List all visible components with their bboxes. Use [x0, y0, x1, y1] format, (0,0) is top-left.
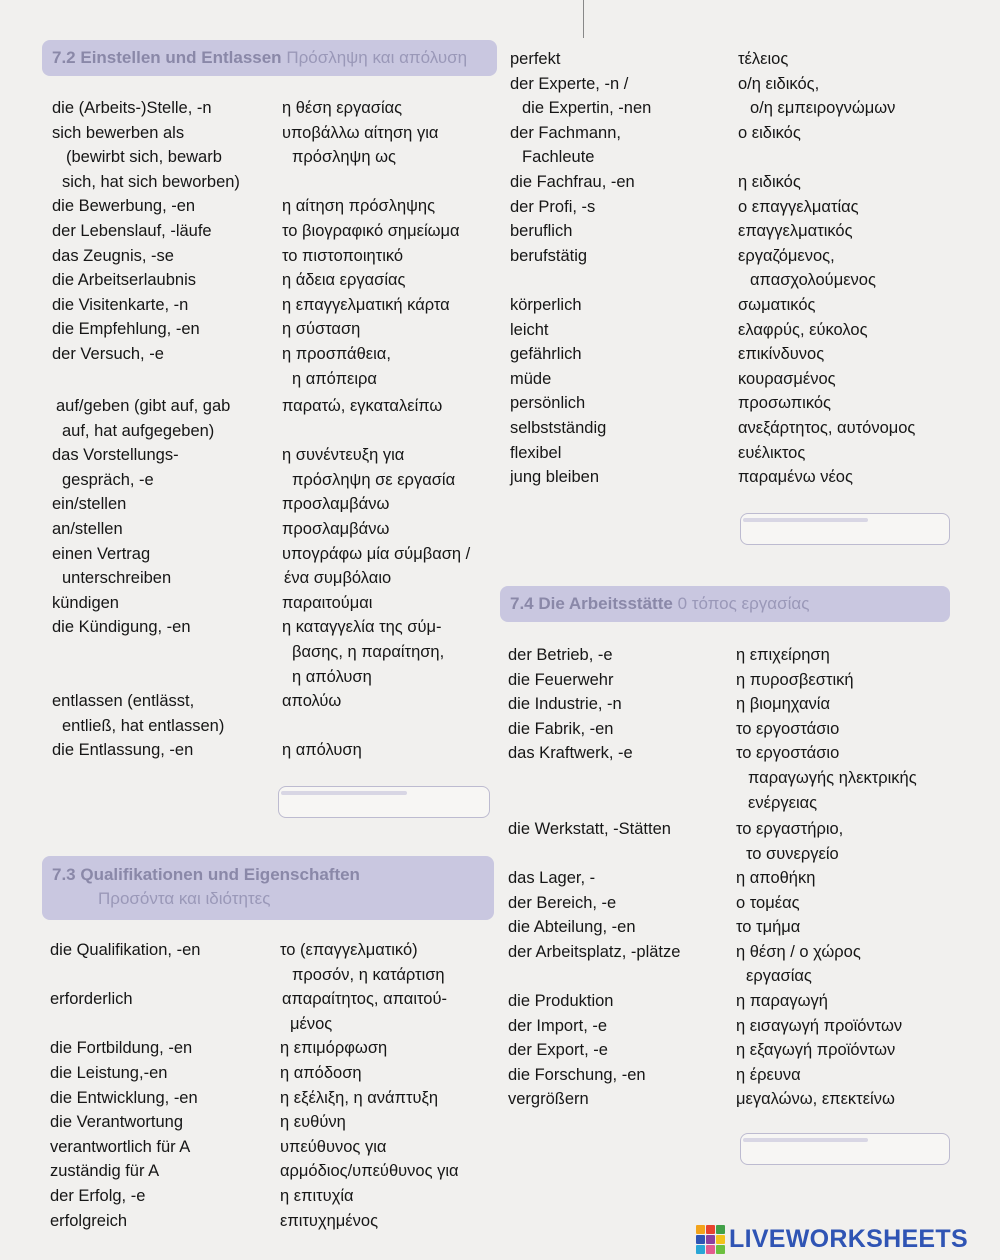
german-term: der Profi, -s	[510, 197, 596, 216]
german-term: der Lebenslauf, -läufe	[52, 222, 212, 240]
german-term: die Kündigung, -en	[52, 618, 191, 637]
list-item	[52, 342, 497, 367]
german-term: vergrößern	[508, 1090, 589, 1109]
list-item	[52, 170, 497, 195]
german-term: die Empfehlung, -en	[52, 320, 200, 339]
list-item	[508, 989, 978, 1014]
list-item	[510, 465, 980, 490]
list-item	[508, 1014, 978, 1039]
german-term: (bewirbt sich, bewarb	[66, 148, 222, 167]
greek-translation: η θέση εργασίας	[282, 99, 403, 117]
german-term: der Betrieb, -e	[508, 646, 613, 664]
greek-translation: πρόσληψη σε εργασία	[292, 470, 456, 489]
greek-translation: η έρευνα	[736, 1065, 801, 1084]
greek-translation: τέλειος	[738, 50, 789, 68]
german-term: gefährlich	[510, 345, 582, 364]
page-fold-line	[583, 0, 584, 38]
logo-square	[696, 1235, 705, 1244]
list-item	[52, 194, 497, 219]
greek-translation: η παραγωγή	[736, 992, 828, 1010]
list-item	[508, 866, 978, 891]
greek-translation: ένα συμβόλαιο	[284, 569, 392, 588]
liveworksheets-watermark	[696, 1222, 968, 1256]
logo-square	[716, 1245, 725, 1254]
list-item	[52, 738, 497, 763]
list-item	[508, 842, 978, 867]
german-term: persönlich	[510, 394, 586, 413]
list-item	[52, 293, 497, 318]
section-title-de: 7.3 Qualifikationen und Eigenschaften	[52, 865, 360, 884]
german-term: sich bewerben als	[52, 123, 185, 142]
section-header-7-3	[42, 856, 494, 920]
list-item	[508, 717, 978, 742]
german-term: der Versuch, -e	[52, 345, 164, 363]
list-item	[508, 817, 978, 842]
list-item	[50, 1159, 495, 1184]
list-item	[508, 766, 978, 791]
greek-translation: αρμόδιος/υπεύθυνος για	[280, 1162, 459, 1181]
greek-translation: η απόδοση	[280, 1064, 362, 1082]
list-item	[508, 692, 978, 717]
german-term: die Fortbildung, -en	[50, 1039, 193, 1058]
greek-translation: παραμένω νέος	[738, 468, 853, 487]
greek-translation: η εξέλιξη, η ανάπτυξη	[280, 1088, 439, 1107]
greek-translation: επικίνδυνος	[738, 345, 825, 364]
list-item	[50, 1209, 495, 1234]
german-term: erforderlich	[50, 990, 133, 1009]
list-item	[50, 1061, 495, 1086]
greek-translation: το βιογραφικό σημείωμα	[282, 222, 460, 240]
german-term: gespräch, -e	[62, 470, 154, 489]
greek-translation: η επιμόρφωση	[280, 1039, 388, 1058]
german-term: zuständig für A	[50, 1162, 160, 1181]
german-term: die Werkstatt, -Stätten	[508, 820, 671, 838]
greek-translation: το (επαγγελματικό)	[280, 941, 418, 959]
list-item	[510, 416, 980, 441]
list-item	[50, 963, 495, 988]
list-item	[50, 938, 495, 963]
list-item	[52, 542, 497, 567]
german-term: die Fachfrau, -en	[510, 173, 635, 191]
answer-field-3[interactable]	[740, 1133, 950, 1165]
german-term: verantwortlich für A	[50, 1137, 191, 1156]
greek-translation: προσόν, η κατάρτιση	[292, 965, 445, 984]
watermark-text: LIVEWORKSHEETS	[729, 1224, 968, 1253]
greek-translation: το πιστοποιητικό	[282, 246, 404, 265]
german-term: beruflich	[510, 222, 573, 241]
greek-translation: η εξαγωγή προϊόντων	[736, 1041, 896, 1060]
list-item	[508, 1063, 978, 1088]
greek-translation: παραιτούμαι	[282, 593, 373, 612]
greek-translation: το εργοστάσιο	[736, 744, 840, 763]
greek-translation: προσλαμβάνω	[282, 520, 390, 538]
list-item	[508, 791, 978, 816]
german-term: der Experte, -n /	[510, 74, 629, 93]
section-title-gr: Πρόσληψη και απόλυση	[286, 48, 468, 67]
greek-translation: απολύω	[282, 692, 342, 711]
list-item	[510, 170, 980, 195]
list-item	[510, 367, 980, 392]
german-term: kündigen	[52, 593, 119, 612]
german-term: die Entwicklung, -en	[50, 1088, 198, 1107]
greek-translation: η προσπάθεια,	[282, 345, 391, 363]
german-term: flexibel	[510, 443, 562, 462]
greek-translation: η θέση / ο χώρος	[736, 942, 861, 961]
german-term: das Zeugnis, -se	[52, 246, 174, 265]
german-term: die Industrie, -n	[508, 695, 622, 714]
list-item	[52, 219, 497, 244]
list-item	[508, 964, 978, 989]
list-item	[510, 391, 980, 416]
german-term: die Verantwortung	[50, 1113, 184, 1132]
german-term: die Forschung, -en	[508, 1065, 646, 1084]
greek-translation: εργασίας	[746, 967, 812, 986]
list-item	[510, 145, 980, 170]
greek-translation: η άδεια εργασίας	[282, 271, 406, 290]
german-term: die Bewerbung, -en	[52, 197, 196, 216]
greek-translation: η ειδικός	[738, 173, 801, 191]
list-item	[508, 1038, 978, 1063]
greek-translation: σωματικός	[738, 296, 816, 314]
greek-translation: ο ειδικός	[738, 123, 801, 142]
german-term: die Leistung,-en	[50, 1064, 168, 1082]
list-item	[52, 419, 497, 444]
list-item	[50, 1184, 495, 1209]
greek-translation: υπεύθυνος για	[280, 1137, 387, 1156]
greek-translation: υπογράφω μία σύμβαση /	[282, 544, 471, 563]
list-item	[508, 940, 978, 965]
german-term: selbstständig	[510, 419, 607, 437]
german-term: sich, hat sich beworben)	[62, 172, 240, 191]
greek-translation: το εργαστήριο,	[736, 820, 844, 838]
greek-translation: επιτυχημένος	[280, 1211, 379, 1230]
list-item	[510, 195, 980, 220]
logo-square	[696, 1245, 705, 1254]
list-item	[52, 517, 497, 542]
list-item	[52, 145, 497, 170]
list-item	[50, 1135, 495, 1160]
list-item	[52, 714, 497, 739]
greek-translation: πρόσληψη ως	[292, 148, 396, 167]
greek-translation: ο τομέας	[736, 893, 800, 912]
greek-translation: η βιομηχανία	[736, 695, 830, 714]
list-item	[52, 615, 497, 640]
section-title-de: 7.2 Einstellen und Entlassen	[52, 48, 282, 67]
liveworksheets-logo-icon	[696, 1225, 725, 1254]
section-header-7-2	[42, 40, 497, 76]
greek-translation: παρατώ, εγκαταλείπω	[282, 397, 443, 415]
german-term: körperlich	[510, 296, 582, 314]
german-term: Fachleute	[522, 148, 595, 167]
german-term: ein/stellen	[52, 495, 127, 514]
list-item	[52, 268, 497, 293]
list-item	[52, 468, 497, 493]
greek-translation: προσωπικός	[738, 394, 832, 413]
german-term: auf/geben (gibt auf, gab	[56, 397, 231, 415]
greek-translation: απαραίτητος, απαιτού-	[282, 990, 447, 1009]
list-item	[52, 367, 497, 392]
greek-translation: επαγγελματικός	[738, 222, 853, 241]
greek-translation: το εργοστάσιο	[736, 719, 840, 738]
greek-translation: η επιτυχία	[280, 1187, 354, 1205]
list-item	[510, 219, 980, 244]
german-term: die Entlassung, -en	[52, 741, 194, 760]
german-term: das Vorstellungs-	[52, 446, 179, 465]
german-term: die (Arbeits-)Stelle, -n	[52, 99, 212, 117]
greek-translation: το τμήμα	[736, 918, 801, 937]
greek-translation: η αίτηση πρόσληψης	[282, 197, 436, 216]
german-term: die Fabrik, -en	[508, 719, 614, 738]
list-item	[52, 689, 497, 714]
german-term: der Bereich, -e	[508, 893, 617, 912]
german-term: die Qualifikation, -en	[50, 941, 201, 959]
german-term: die Abteilung, -en	[508, 918, 636, 937]
german-term: jung bleiben	[510, 468, 599, 487]
list-item	[50, 987, 495, 1012]
list-item	[52, 640, 497, 665]
list-item	[510, 72, 980, 97]
german-term: das Lager, -	[508, 869, 596, 887]
german-term: perfekt	[510, 50, 561, 68]
list-item	[52, 492, 497, 517]
german-term: die Produktion	[508, 992, 614, 1010]
list-item	[510, 293, 980, 318]
list-item	[52, 566, 497, 591]
german-term: der Erfolg, -e	[50, 1187, 146, 1205]
list-item	[52, 591, 497, 616]
list-item	[50, 1110, 495, 1135]
german-term: die Visitenkarte, -n	[52, 295, 189, 314]
list-item	[510, 268, 980, 293]
list-item	[52, 443, 497, 468]
list-item	[52, 121, 497, 146]
list-item	[510, 121, 980, 146]
list-item	[508, 1087, 978, 1112]
list-item	[510, 318, 980, 343]
greek-translation: υποβάλλω αίτηση για	[282, 123, 439, 142]
greek-translation: ανεξάρτητος, αυτόνομος	[738, 419, 916, 437]
greek-translation: η επαγγελματική κάρτα	[282, 295, 450, 314]
logo-square	[716, 1225, 725, 1234]
list-item	[508, 915, 978, 940]
german-term: das Kraftwerk, -e	[508, 744, 633, 763]
german-term: an/stellen	[52, 520, 123, 538]
greek-translation: ο/η εμπειρογνώμων	[750, 99, 896, 118]
greek-translation: προσλαμβάνω	[282, 495, 390, 514]
german-term: der Fachmann,	[510, 123, 621, 142]
german-term: unterschreiben	[62, 569, 172, 588]
greek-translation: η επιχείρηση	[736, 646, 830, 664]
list-item	[508, 891, 978, 916]
german-term: leicht	[510, 320, 549, 339]
greek-translation: ελαφρύς, εύκολος	[738, 320, 868, 339]
greek-translation: παραγωγής ηλεκτρικής	[748, 769, 917, 787]
german-term: der Arbeitsplatz, -plätze	[508, 942, 681, 961]
german-term: müde	[510, 369, 552, 388]
logo-square	[716, 1235, 725, 1244]
greek-translation: το συνεργείο	[746, 844, 839, 863]
german-term: einen Vertrag	[52, 544, 151, 563]
answer-field-2[interactable]	[740, 513, 950, 545]
list-item	[510, 441, 980, 466]
list-item	[508, 668, 978, 693]
list-item	[508, 643, 978, 668]
german-term: die Expertin, -nen	[522, 99, 652, 118]
german-term: entließ, hat entlassen)	[62, 716, 225, 735]
logo-square	[696, 1225, 705, 1234]
list-item	[52, 665, 497, 690]
logo-square	[706, 1245, 715, 1254]
section-title-de: 7.4 Die Arbeitsstätte	[510, 594, 673, 613]
german-term: berufstätig	[510, 246, 588, 265]
greek-translation: η απόπειρα	[292, 369, 377, 388]
list-item	[508, 741, 978, 766]
logo-square	[706, 1225, 715, 1234]
greek-translation: απασχολούμενος	[750, 271, 876, 290]
greek-translation: η ευθύνη	[280, 1113, 346, 1132]
list-item	[52, 244, 497, 269]
greek-translation: ο/η ειδικός,	[738, 74, 820, 93]
greek-translation: η σύσταση	[282, 320, 361, 339]
section-title-gr: Προσόντα και ιδιότητες	[98, 889, 271, 908]
list-item	[510, 47, 980, 72]
greek-translation: ο επαγγελματίας	[738, 197, 859, 216]
greek-translation: ευέλικτος	[738, 443, 806, 462]
greek-translation: βασης, η παραίτηση,	[292, 643, 445, 661]
german-term: der Export, -e	[508, 1041, 608, 1060]
greek-translation: η πυροσβεστική	[736, 670, 854, 689]
section-title-gr: 0 τόπος εργασίας	[677, 594, 810, 613]
greek-translation: εργαζόμενος,	[738, 246, 835, 265]
list-item	[52, 394, 497, 419]
greek-translation: η απόλυση	[282, 741, 362, 760]
section-header-7-4	[500, 586, 950, 622]
greek-translation: μένος	[290, 1014, 333, 1033]
list-item	[50, 1036, 495, 1061]
logo-square	[706, 1235, 715, 1244]
greek-translation: ενέργειας	[748, 793, 818, 812]
list-item	[52, 96, 497, 121]
list-item	[510, 96, 980, 121]
list-item	[50, 1012, 495, 1037]
answer-field-1[interactable]	[278, 786, 490, 818]
greek-translation: κουρασμένος	[738, 369, 836, 388]
greek-translation: μεγαλώνω, επεκτείνω	[736, 1090, 895, 1109]
list-item	[510, 342, 980, 367]
greek-translation: η εισαγωγή προϊόντων	[736, 1016, 903, 1035]
list-item	[510, 244, 980, 269]
german-term: die Feuerwehr	[508, 670, 614, 689]
german-term: die Arbeitserlaubnis	[52, 271, 197, 290]
list-item	[50, 1086, 495, 1111]
german-term: auf, hat aufgegeben)	[62, 421, 215, 440]
german-term: der Import, -e	[508, 1016, 608, 1035]
german-term: entlassen (entlässt,	[52, 692, 195, 711]
greek-translation: η αποθήκη	[736, 869, 816, 887]
greek-translation: η απόλυση	[292, 667, 372, 686]
german-term: erfolgreich	[50, 1211, 128, 1230]
greek-translation: η καταγγελία της σύμ-	[282, 618, 442, 637]
greek-translation: η συνέντευξη για	[282, 446, 405, 465]
list-item	[52, 317, 497, 342]
